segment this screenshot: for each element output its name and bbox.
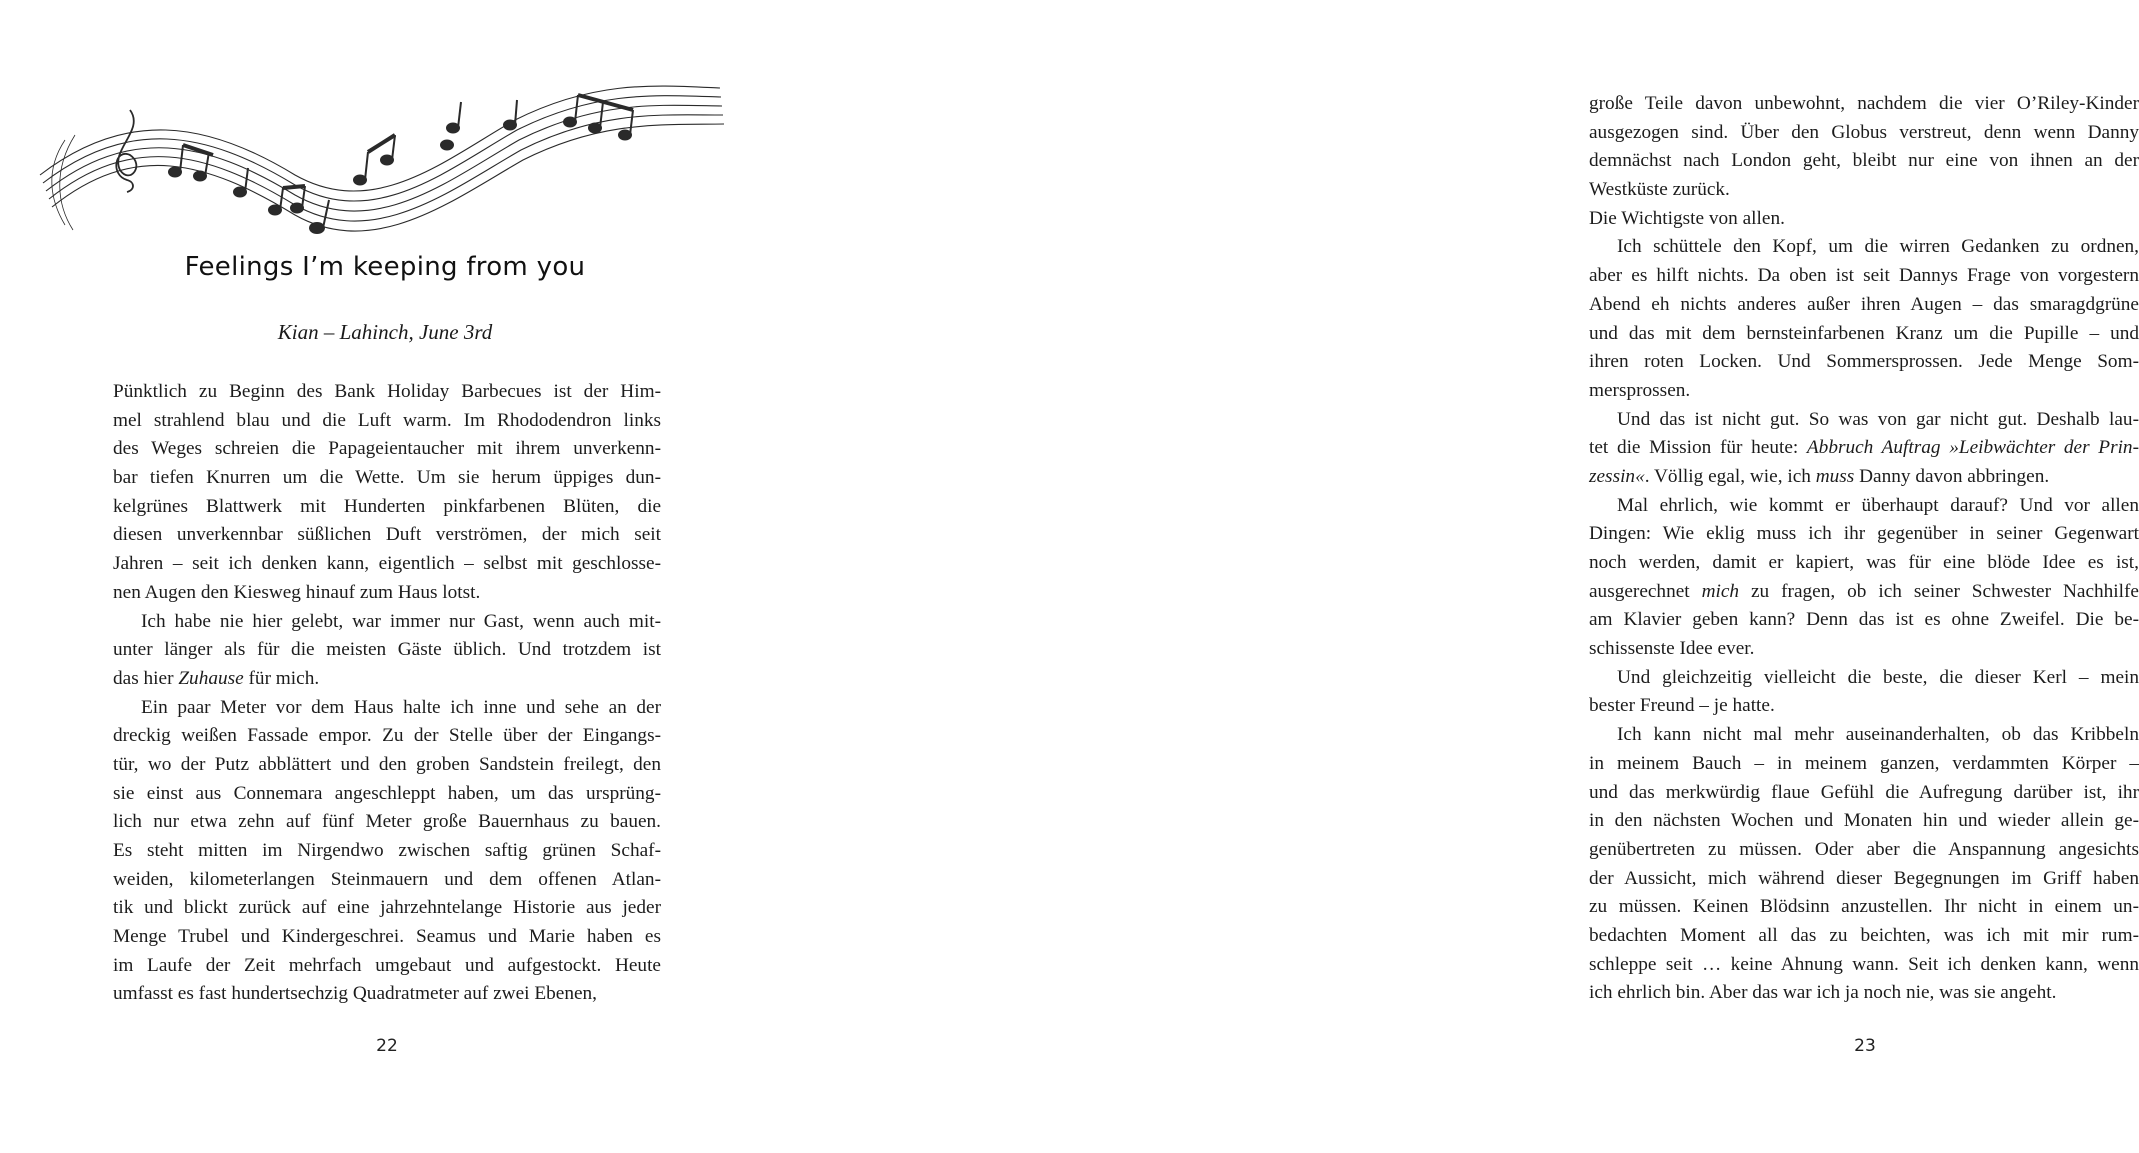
text-line: [1589, 692, 2139, 721]
text-line: [113, 435, 661, 464]
text-line: [113, 464, 661, 493]
text-run: Ich schüttele den Kopf, um die wirren Gedanken zu ordnen,: [1617, 236, 2139, 258]
text-line: [113, 521, 661, 550]
text-run: Und gleichzeitig vielleicht die beste, die dieser Kerl – mein: [1617, 666, 2139, 688]
text-run: zu müssen. Keinen Blödsinn anzustellen. Ihr nicht in einem un-: [1589, 896, 2139, 918]
text-run: im Laufe der Zeit mehrfach umgebaut und aufgestockt. Heute: [113, 954, 661, 976]
text-run: demnächst nach London geht, bleibt nur eine von ihnen an der: [1589, 150, 2139, 172]
page-number-left: 22: [376, 1036, 398, 1056]
text-line: [1589, 119, 2139, 148]
text-run: Menge Trubel und Kindergeschrei. Seamus und Marie haben es: [113, 926, 661, 948]
text-run: Jahren – seit ich denken kann, eigentlich – selbst mit geschlosse-: [113, 553, 661, 575]
text-run: bester Freund – je hatte.: [1589, 695, 1775, 717]
text-line: [113, 378, 661, 407]
text-run: schleppe seit … keine Ahnung wann. Seit ich denken kann, wenn: [1589, 953, 2139, 975]
music-notes-staff-icon: [35, 80, 725, 240]
text-run: mel strahlend blau und die Luft warm. Im Rhododendron links: [113, 409, 661, 431]
text-run: ihren roten Locken. Und Sommersprossen. Jede Menge Som-: [1589, 351, 2139, 373]
text-run: zu fragen, ob ich seiner Schwester Nachhilfe: [1739, 580, 2139, 602]
text-line: [1589, 147, 2139, 176]
text-line: [113, 923, 661, 952]
text-line: [1589, 549, 2139, 578]
text-run: und das merkwürdig flaue Gefühl die Aufregung darüber ist, ihr: [1589, 781, 2139, 803]
text-run: Ich habe nie hier gelebt, war immer nur Gast, wenn auch mit-: [141, 610, 661, 632]
text-run: aber es hilft nichts. Da oben ist seit Dannys Frage von vorgestern: [1589, 265, 2139, 287]
text-line: [113, 694, 661, 723]
text-line: [113, 407, 661, 436]
text-line: [1589, 463, 2139, 492]
text-line: [1589, 779, 2139, 808]
text-run: am Klavier geben kann? Denn das ist es ohne Zweifel. Die be-: [1589, 609, 2139, 631]
text-line: [1589, 865, 2139, 894]
text-line: [113, 665, 661, 694]
text-line: [113, 808, 661, 837]
text-line: [1589, 979, 2139, 1008]
left-page: [0, 0, 750, 1153]
text-line: [1589, 951, 2139, 980]
text-line: [113, 636, 661, 665]
text-run: tür, wo der Putz abblättert und den groben Sandstein freilegt, den: [113, 753, 661, 775]
text-run: mersprossen.: [1589, 379, 1691, 401]
text-line: [1589, 262, 2139, 291]
text-line: [1589, 348, 2139, 377]
text-run: Westküste zurück.: [1589, 179, 1730, 201]
text-line: [113, 751, 661, 780]
text-run: kelgrünes Blattwerk mit Hunderten pinkfarbenen Blüten, die: [113, 495, 661, 517]
text-run: lich nur etwa zehn auf fünf Meter große Bauernhaus zu bauen.: [113, 811, 661, 833]
text-line: [1589, 664, 2139, 693]
text-run: ausgezogen sind. Über den Globus verstreut, denn wenn Danny: [1589, 121, 2139, 143]
text-line: [1589, 836, 2139, 865]
text-run: Dingen: Wie eklig muss ich ihr gegenüber in seiner Gegenwart: [1589, 523, 2139, 545]
text-run: nen Augen den Kiesweg hinauf zum Haus lotst.: [113, 581, 481, 603]
text-line: [1589, 750, 2139, 779]
text-run: in den nächsten Wochen und Monaten hin und wieder allein ge-: [1589, 810, 2139, 832]
text-run: unter länger als für die meisten Gäste üblich. Und trotzdem ist: [113, 639, 661, 661]
text-line: [1589, 377, 2139, 406]
italic-text: mich: [1701, 580, 1740, 602]
text-run: des Weges schreien die Papageientaucher mit ihrem unverkenn-: [113, 438, 661, 460]
text-line: [1589, 291, 2139, 320]
text-line: [113, 866, 661, 895]
text-line: [1589, 807, 2139, 836]
chapter-title: Feelings I’m keeping from you: [184, 252, 586, 282]
text-line: [1589, 578, 2139, 607]
text-run: Und das ist nicht gut. So was von gar nicht gut. Deshalb lau-: [1617, 408, 2139, 430]
text-line: [113, 894, 661, 923]
text-run: Pünktlich zu Beginn des Bank Holiday Barbecues ist der Him-: [113, 381, 661, 402]
text-run: ich ehrlich bin. Aber das war ich ja noch nie, was sie angeht.: [1589, 982, 2057, 1004]
chapter-subtitle: Kian – Lahinch, June 3rd: [277, 320, 493, 344]
text-run: große Teile davon unbewohnt, nachdem die vier O’Riley-Kinder: [1589, 93, 2139, 114]
text-line: [1589, 606, 2139, 635]
text-run: Mal ehrlich, wie kommt er überhaupt darauf? Und vor allen: [1617, 494, 2139, 516]
text-run: Danny davon abbringen.: [1854, 465, 2050, 487]
text-run: bedachten Moment all das zu beichten, was ich mit mir rum-: [1589, 924, 2139, 946]
text-run: in meinem Bauch – in meinem ganzen, verdammten Körper –: [1589, 752, 2139, 774]
text-run: für mich.: [243, 667, 320, 689]
text-line: [113, 780, 661, 809]
text-run: Ein paar Meter vor dem Haus halte ich inne und sehe an der: [141, 696, 661, 718]
text-line: [1589, 922, 2139, 951]
text-run: bar tiefen Knurren um die Wette. Um sie herum üppiges dun-: [113, 467, 661, 489]
text-run: . Völlig egal, wie, ich: [1644, 465, 1816, 487]
right-page-body-text: [1589, 90, 2139, 1008]
text-line: [113, 579, 661, 608]
text-run: schissenste Idee ever.: [1589, 638, 1755, 660]
text-run: genübertreten zu müssen. Oder aber die Anspannung angesichts: [1589, 838, 2139, 860]
text-run: das hier: [113, 667, 179, 689]
text-run: ausgerechnet: [1589, 580, 1702, 602]
text-line: [113, 550, 661, 579]
text-run: tet die Mission für heute:: [1589, 437, 1807, 459]
right-page: [750, 0, 2139, 1153]
text-run: Abend eh nichts anderes außer ihren Augen – das smaragdgrüne: [1589, 293, 2139, 315]
text-run: sie einst aus Connemara angeschleppt haben, um das ursprüng-: [113, 782, 661, 804]
text-line: [1589, 520, 2139, 549]
text-line: [1589, 893, 2139, 922]
page-number-right: 23: [1854, 1036, 1876, 1056]
text-line: [1589, 406, 2139, 435]
text-line: [1589, 205, 2139, 234]
left-page-body-text: [113, 378, 661, 1009]
text-line: [1589, 176, 2139, 205]
text-line: [1589, 434, 2139, 463]
text-line: [113, 608, 661, 637]
text-run: umfasst es fast hundertsechzig Quadratmeter auf zwei Ebenen,: [113, 983, 597, 1005]
text-line: [1589, 721, 2139, 750]
text-run: weiden, kilometerlangen Steinmauern und dem offenen Atlan-: [113, 868, 661, 890]
italic-text: Abbruch Auftrag »Leibwächter der Prin-: [1806, 437, 2139, 459]
text-run: und das mit dem bernsteinfarbenen Kranz um die Pupille – und: [1589, 322, 2139, 344]
text-line: [1589, 90, 2139, 119]
text-line: [113, 493, 661, 522]
italic-text: Zuhause: [178, 667, 244, 689]
text-line: [1589, 492, 2139, 521]
text-run: dreckig weißen Fassade empor. Zu der Stelle über der Eingangs-: [113, 725, 661, 747]
text-run: diesen unverkennbar süßlichen Duft verströmen, der mich seit: [113, 524, 661, 546]
text-line: [1589, 233, 2139, 262]
text-run: Es steht mitten im Nirgendwo zwischen saftig grünen Schaf-: [113, 840, 661, 861]
text-line: [113, 980, 661, 1009]
text-line: [113, 837, 661, 866]
text-run: Die Wichtigste von allen.: [1589, 207, 1785, 229]
text-line: [1589, 635, 2139, 664]
italic-text: zessin«: [1589, 465, 1645, 487]
text-line: [1589, 320, 2139, 349]
text-line: [113, 952, 661, 981]
text-run: Ich kann nicht mal mehr auseinanderhalten, ob das Kribbeln: [1617, 724, 2139, 746]
text-run: noch werden, damit er kapiert, was für eine blöde Idee es ist,: [1589, 552, 2139, 573]
italic-text: muss: [1815, 465, 1855, 487]
text-run: der Aussicht, mich während dieser Begegnungen im Griff haben: [1589, 867, 2139, 889]
text-line: [113, 722, 661, 751]
text-run: tik und blickt zurück auf eine jahrzehntelange Historie aus jeder: [113, 897, 661, 919]
